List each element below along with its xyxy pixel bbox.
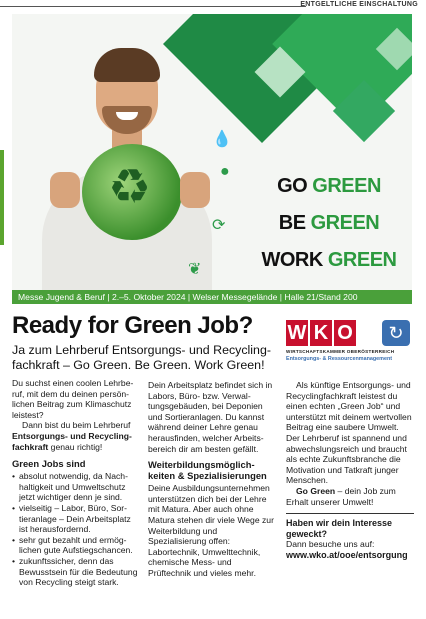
green-jobs-list [12,471,140,588]
thumbs-up-right [180,172,210,208]
event-info-bar: Messe Jugend & Beruf | 2.–5. Oktober 2024 | Welser Messegelände | Halle 21/Stand 200 [12,290,412,304]
gogreen-rest: – dein Job zum Erhalt unserer Umwelt! [286,485,396,507]
wko-logo [286,320,414,368]
cta-url-link[interactable]: www.wko.at/ooe/entsorgung [286,549,408,560]
sponsored-label: ENTGELTLICHE EINSCHALTUNG [300,1,418,8]
logo-org-name: WIRTSCHAFTSKAMMER OBERÖSTERREICH [286,349,395,354]
list-item: • absolut notwendig, da Nachhaltigkeit und Umweltschutz jetzt wichtiger denn je sind. [12,471,140,503]
workplace-paragraph: Dein Arbeitsplatz befindet sich in Labors, Büro- bzw. Verwaltungsgebäuden, bei Deponien und Sortieranlagen. Du kannst während deiner Lehre genau herausfinden, welcher Arbeitsbereich dir am besten gefällt. [148,380,273,454]
slogan-green-word: GREEN [312,175,381,197]
slogan-green-word: GREEN [310,212,380,234]
wko-letters [286,320,358,346]
recycle-icon: ♻ [108,161,152,214]
logo-letter: K [310,320,332,346]
logo-department: Entsorgungs- & Ressourcenmanagement [286,356,393,362]
article-title: Ready for Green Job? [12,312,253,339]
top-bar [0,0,426,12]
article-column-1 [12,378,140,588]
section-heading-training: Weiterbildungsmöglichkeiten & Spezialisierungen [148,459,267,482]
thumbs-up-left [50,172,80,208]
list-item: • vielseitig – Labor, Büro, Sortieranlage – Dein Arbeitsplatz ist herausfordernd. [12,503,140,535]
footprint-icon: ❦ [188,261,202,278]
slogan-word: GO [277,175,308,197]
divider [286,513,414,514]
recycle-arrows-icon: ↻ [382,320,410,346]
closing-paragraph: Als künftige Entsorgungs- und Recyclingfachkraft leistest du einen echten „Green Job“ und unterstützt mit deinem wertvollen Beitrag eine saubere Umwelt. Der Lehrberuf ist spannend und abwechslungsreich und braucht als echte Zukunftsbranche die Motivation und Tatkraft junger Menschen. [286,380,412,486]
article-column-3 [286,380,414,560]
bike-icon: ⟳ [212,217,226,234]
list-item: • sehr gut bezahlt und ermöglichen gute Aufstiegschancen. [12,535,140,556]
intro2-bold: Entsorgungs- und Recyclingfachkraft [12,430,132,452]
drop-icon: 💧 [212,131,232,148]
logo-letter: W [287,322,307,344]
gogreen-bold: Go Green [296,485,336,496]
logo-letter: O [334,320,356,346]
slogan-green-word: GREEN [327,249,397,271]
intro-paragraph: Du suchst einen coolen Lehrberuf, mit dem du deinen persönlichen Beitrag zum Klimaschutz leistest? [12,378,134,420]
article-subtitle: Ja zum Lehrberuf Entsorgungs- und Recyclingfachkraft – Go Green. Be Green. Work Green! [12,343,271,372]
top-rule [0,6,306,7]
apple-icon: ● [220,163,230,180]
intro2-text: Dann bist du beim Lehrberuf [22,420,131,431]
training-paragraph: Deine Ausbildungsunternehmen unterstützen dich bei der Lehre mit Matura. Aber auch ohne Matura stehen dir viele Wege zur Weiterbildung und Spezialisierung offen: Labortechnik, Umwelttechnik, chemische Mess- und Prüftechnik und vieles mehr. [148,483,274,578]
intro2-tail: genau richtig! [48,441,103,452]
slogan-line-go-green [250,176,408,196]
cta-text: Dann besuche uns auf: [286,539,375,550]
slogan-line-work-green [250,250,408,270]
gogreen-line [286,486,414,507]
hair [94,48,160,82]
cta-question: Haben wir dein Interesse geweckt? [286,518,393,539]
green-side-accent [0,150,4,245]
article-column-2 [148,380,276,579]
list-item: • zukunftssicher, denn das Bewusstsein für die Bedeutung von Recycling steigt stark. [12,556,140,588]
slogan-word: BE [278,212,306,234]
section-heading-green-jobs: Green Jobs sind [12,458,86,470]
beard [102,106,152,134]
slogan-word: WORK [261,249,323,271]
intro-paragraph-2 [12,420,140,452]
slogan-line-be-green [250,213,408,233]
